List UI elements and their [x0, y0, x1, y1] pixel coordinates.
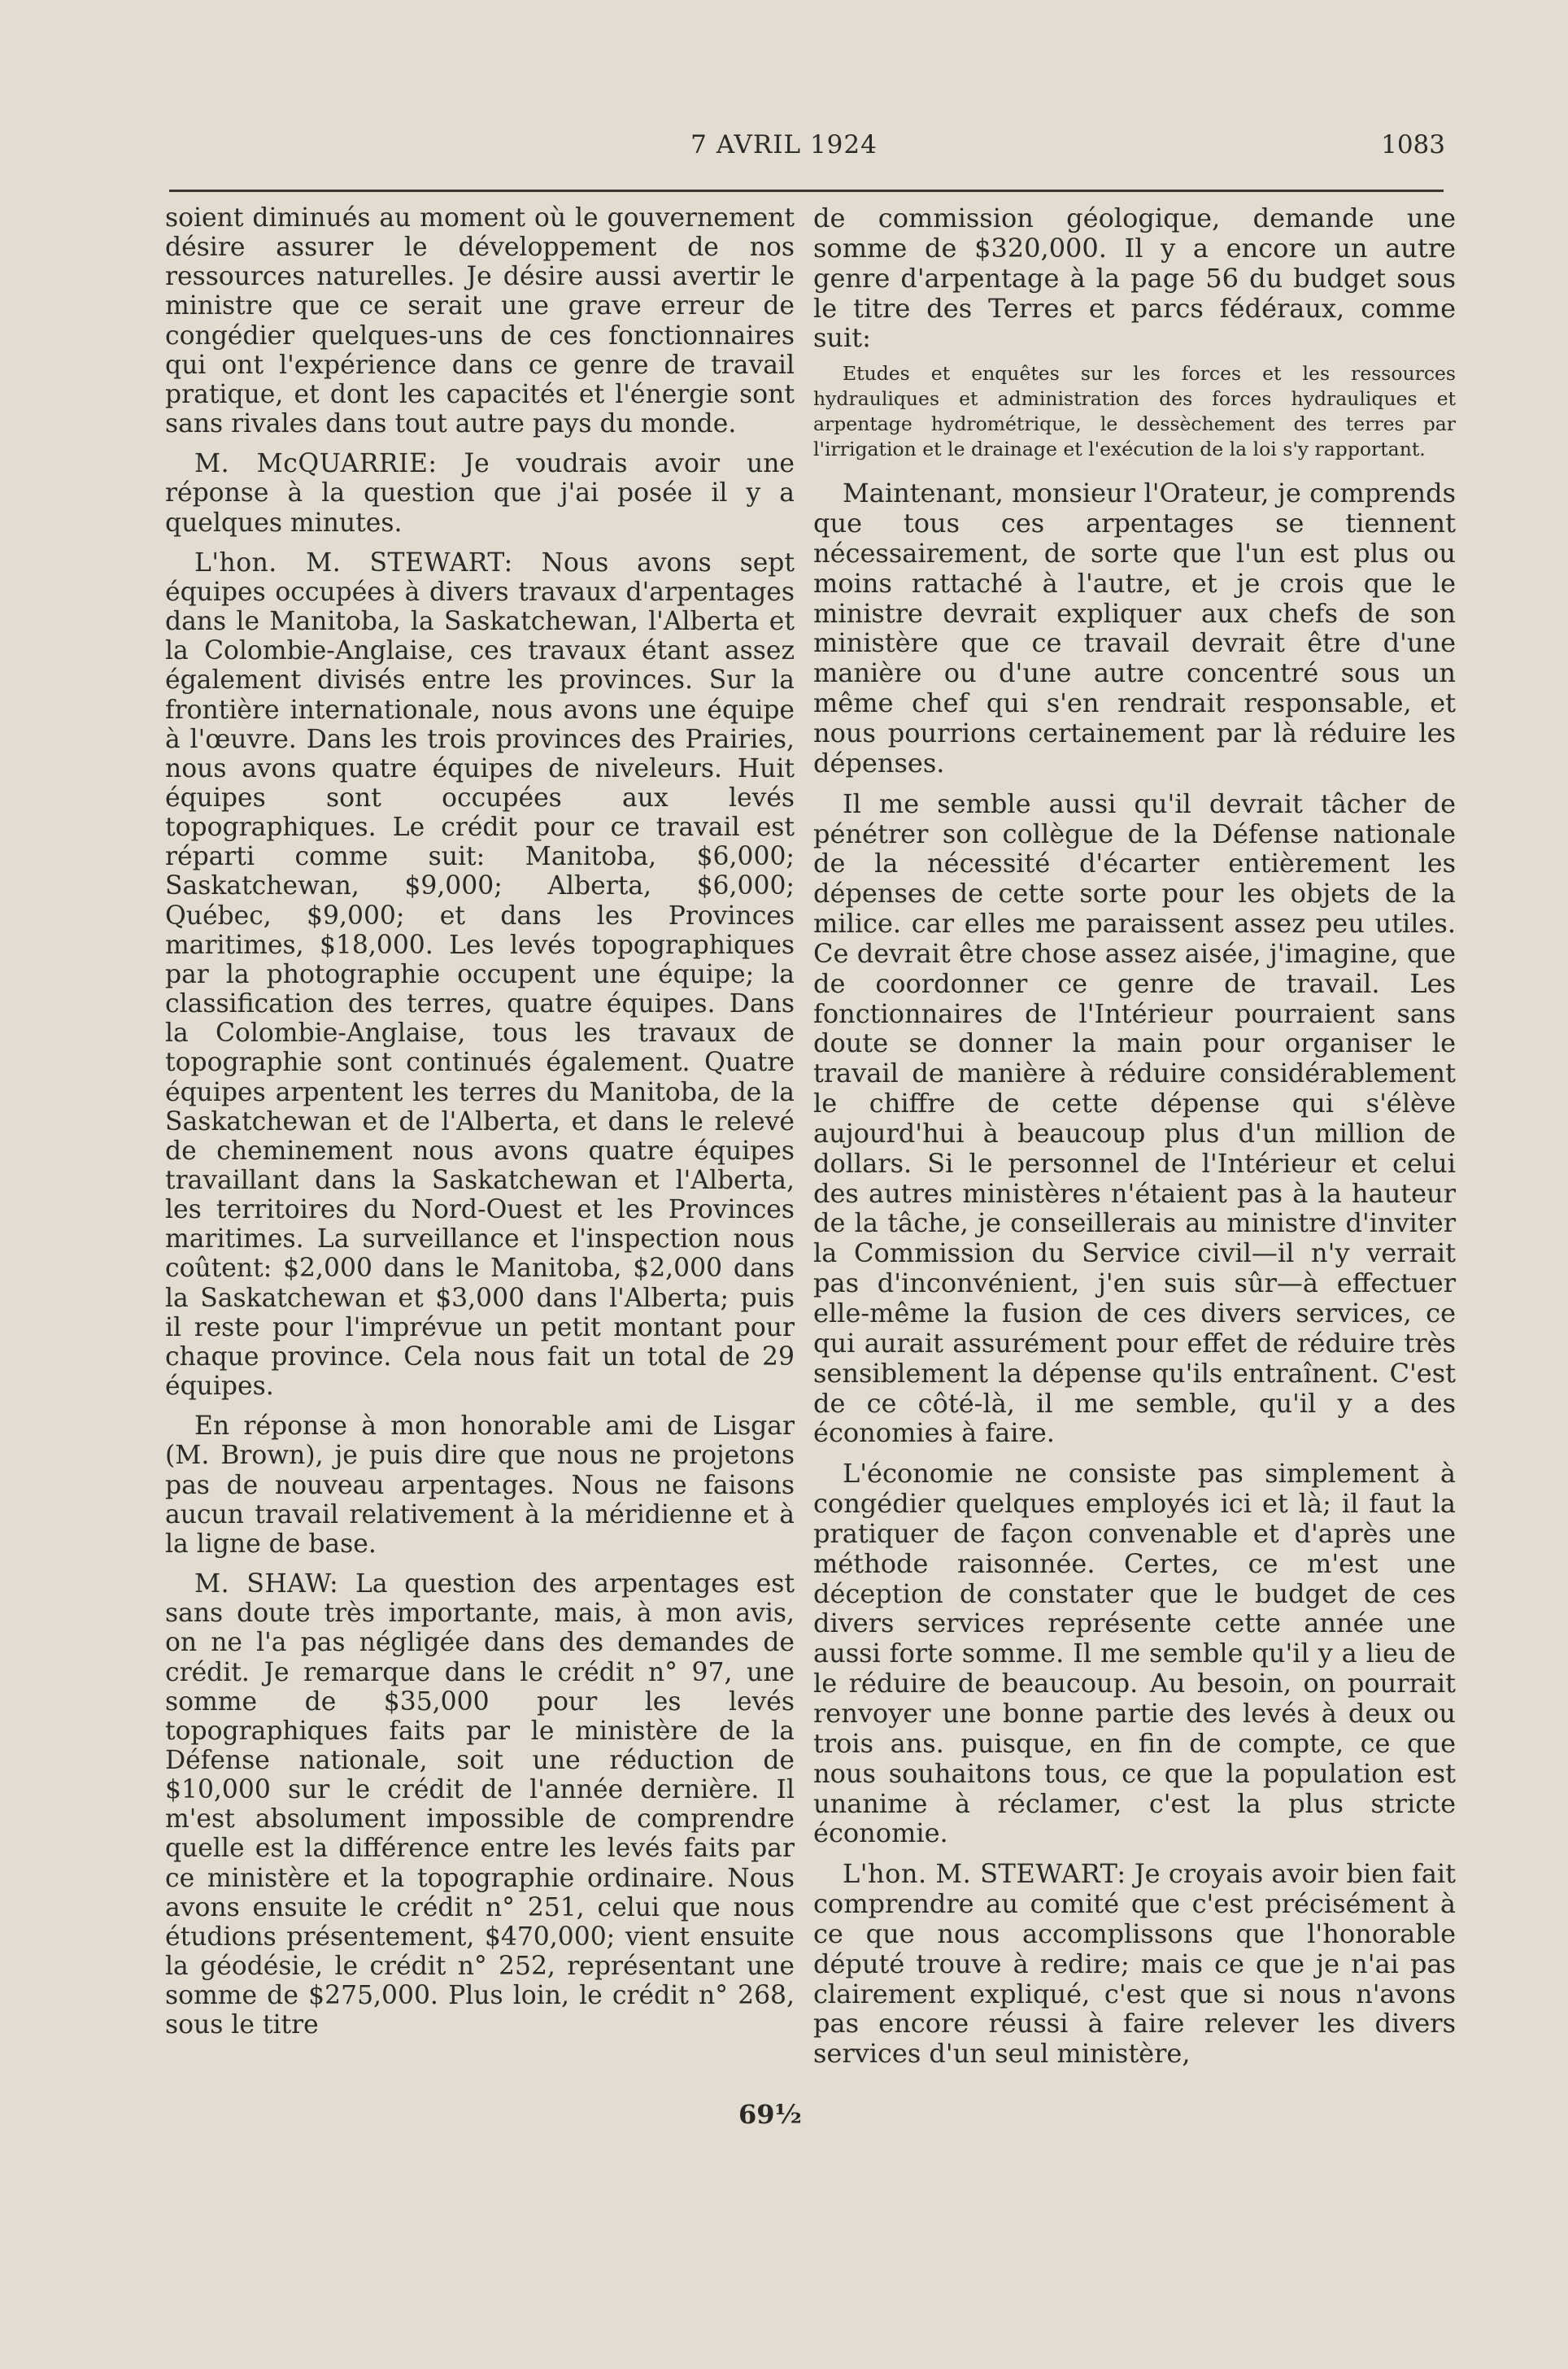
- paragraph-text: L'économie ne consiste pas simplement à congédier quelques employés ici et là; il faut la pratiquer de façon convenable et d'après une méthode raisonnée. Certes, ce m'est une déception de constater que le budget de ces divers services représente cette année une aussi forte somme. Il me semble qu'il y a lieu de le réduire de beaucoup. Au besoin, on pourrait renvoyer une bonne partie des levés à deux ou trois ans. puisque, en fin de compte, ce que nous souhaitons tous, ce que la population est unanime à réclamer, c'est la plus stricte économie.: [813, 1458, 1456, 1849]
- signature-mark: 69½: [738, 2099, 802, 2130]
- right-column: [813, 203, 1456, 2079]
- paragraph-text: Je croyais avoir bien fait comprendre au comité que c'est précisément à ce que nous accomplissons que l'honorable député trouve à redire; mais ce que je n'ai pas clairement expliqué, c'est que si nous n'avons pas encore réussi à faire relever les divers services d'un seul ministère,: [813, 1858, 1457, 2070]
- paragraph: [165, 1411, 795, 1559]
- paragraph: [165, 548, 795, 1402]
- speaker-name: M. SHAW:: [194, 1569, 339, 1599]
- speaker-name: L'hon. M. STEWART:: [194, 548, 513, 578]
- paragraph-text: Je voudrais avoir une réponse à la question que j'ai posée il y a quelques minutes.: [165, 449, 795, 538]
- paragraph-text: soient diminués au moment où le gouvernement désire assurer le développement de nos ressources naturelles. Je désire aussi avertir le ministre que ce serait une grave erreur de congédier quelques-uns de ces fonctionnaires qui ont l'expérience dans ce genre de travail pratique, et dont les capacités et l'énergie sont sans rivales dans tout autre pays du monde.: [165, 203, 795, 439]
- paragraph-text: Nous avons sept équipes occupées à divers travaux d'arpentages dans le Manitoba, la Saskatchewan, l'Alberta et la Colombie-Anglaise, ces travaux étant assez également divisés entre les provinces. Sur la frontière internationale, nous avons une équipe à l'œuvre. Dans les trois provinces des Prairies, nous avons quatre équipes de niveleurs. Huit équipes sont occupées aux levés topographiques. Le crédit pour ce travail est réparti comme suit: Manitoba, $6,000; Saskatchewan, $9,000; Alberta, $6,000; Québec, $9,000; et dans les Provinces maritimes, $18,000. Les levés topographiques par la photographie occupent une équipe; la classification des terres, quatre équipes. Dans la Colombie-Anglaise, tous les travaux de topographie sont continués également. Quatre équipes arpentent les terres du Manitoba, de la Saskatchewan et de l'Alberta, et dans le relevé de cheminement nous avons quatre équipes travaillant dans la Saskatchewan et l'Alberta, les territoires du Nord-Ouest et les Provinces maritimes. La surveillance et l'inspection nous coûtent: $2,000 dans le Manitoba, $2,000 dans la Saskatchewan et $3,000 dans l'Alberta; puis il reste pour l'imprévue un petit montant pour chaque province. Cela nous fait un total de 29 équipes.: [165, 548, 795, 1402]
- header-rule: [169, 190, 1444, 192]
- paragraph: [165, 203, 795, 438]
- speaker-name: M. McQUARRIE:: [194, 449, 438, 479]
- page-number: 1083: [1381, 130, 1445, 159]
- paragraph: [813, 789, 1456, 1449]
- block-quote: Etudes et enquêtes sur les forces et les ressources hydrauliques et administration des forces hydrauliques et arpentage hydrométrique, le dessèchement des terres par l'irrigation et le drainage et l'exécution de la loi s'y rapportant.: [813, 362, 1456, 461]
- speaker-name: L'hon. M. STEWART:: [843, 1858, 1126, 1890]
- paragraph: [165, 449, 795, 537]
- paragraph: [813, 203, 1456, 353]
- left-column: [165, 203, 795, 2051]
- paragraph: [813, 1459, 1456, 1848]
- paragraph: [813, 478, 1456, 778]
- paragraph: [813, 1859, 1456, 2069]
- paragraph-text: de commission géologique, demande une somme de $320,000. Il y a encore un autre genre d'arpentage à la page 56 du budget sous le titre des Terres et parcs fédéraux, comme suit:: [813, 203, 1456, 354]
- paragraph-text: En réponse à mon honorable ami de Lisgar (M. Brown), je puis dire que nous ne projetons pas de nouveau arpentages. Nous ne faisons aucun travail relativement à la méridienne et à la ligne de base.: [165, 1411, 795, 1559]
- paragraph-text: Il me semble aussi qu'il devrait tâcher de pénétrer son collègue de la Défense nationale de la nécessité d'écarter entièrement les dépenses de cette sorte pour les objets de la milice. car elles me paraissent assez peu utiles. Ce devrait être chose assez aisée, j'imagine, que de coordonner ce genre de travail. Les fonctionnaires de l'Intérieur pourraient sans doute se donner la main pour organiser le travail de manière à réduire considérablement le chiffre de cette dépense qui s'élève aujourd'hui à beaucoup plus d'un million de dollars. Si le personnel de l'Intérieur et celui des autres ministères n'étaient pas à la hauteur de la tâche, je conseillerais au ministre d'inviter la Commission du Service civil—il n'y verrait pas d'inconvénient, j'en suis sûr—à effectuer elle-même la fusion de ces divers services, ce qui aurait assurément pour effet de réduire très sensiblement la dépense qu'ils entraînent. C'est de ce côté-là, il me semble, qu'il y a des économies à faire.: [813, 787, 1456, 1449]
- paragraph: [165, 1569, 795, 2040]
- paragraph-text: Maintenant, monsieur l'Orateur, je comprends que tous ces arpentages se tiennent nécessairement, de sorte que l'un est plus ou moins rattaché à l'autre, et je crois que le ministre devrait expliquer aux chefs de son ministère que ce travail devrait être d'une manière ou d'une autre concentré sous un même chef qui s'en rendrait responsable, et nous pourrions certainement par là réduire les dépenses.: [813, 478, 1456, 779]
- page-header-date: 7 AVRIL 1924: [690, 130, 878, 159]
- paragraph-text: La question des arpentages est sans doute très importante, mais, à mon avis, on ne l'a pas négligée dans des demandes de crédit. Je remarque dans le crédit n° 97, une somme de $35,000 pour les levés topographiques faits par le ministère de la Défense nationale, soit une réduction de $10,000 sur le crédit de l'année dernière. Il m'est absolument impossible de comprendre quelle est la différence entre les levés faits par ce ministère et la topographie ordinaire. Nous avons ensuite le crédit n° 251, celui que nous étudions présentement, $470,000; vient ensuite la géodésie, le crédit n° 252, représentant une somme de $275,000. Plus loin, le crédit n° 268, sous le titre: [165, 1569, 795, 2040]
